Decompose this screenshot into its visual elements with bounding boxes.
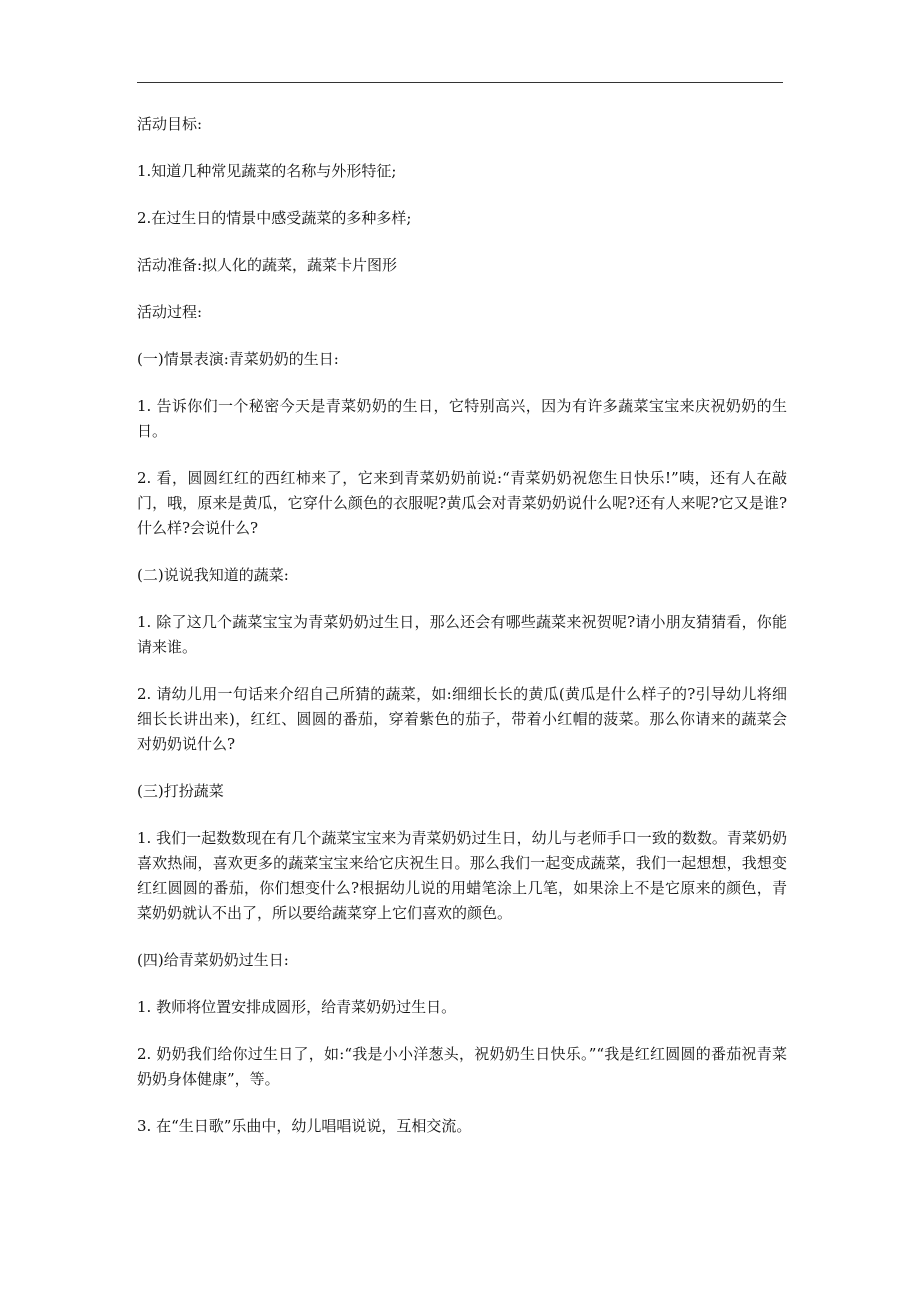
- section-1-heading: (一)情景表演:青菜奶奶的生日:: [137, 350, 339, 368]
- header-rule: [137, 82, 783, 83]
- section-3-heading: (三)打扮蔬菜: [137, 782, 224, 800]
- goals-heading: 活动目标:: [137, 115, 203, 133]
- preparation-line: 活动准备:拟人化的蔬菜，蔬菜卡片图形: [137, 256, 398, 274]
- section-4-heading: (四)给青菜奶奶过生日:: [137, 951, 289, 969]
- section-4-step-3: 3. 在“生日歌”乐曲中，幼儿唱唱说说，互相交流。: [137, 1117, 472, 1135]
- section-4-step-2: 2. 奶奶我们给你过生日了，如:“我是小小洋葱头，祝奶奶生日快乐。”“我是红红圆圆的番茄祝青菜奶奶身体健康”，等。: [137, 1045, 787, 1088]
- section-1-step-2: 2. 看，圆圆红红的西红柿来了，它来到青菜奶奶前说:“青菜奶奶祝您生日快乐!”咦，还有人在敲门，哦，原来是黄瓜，它穿什么颜色的衣服呢?黄瓜会对青菜奶奶说什么呢?还有人来呢?它又是谁?什么样?会说什么?: [137, 469, 787, 537]
- goal-item-1: 1.知道几种常见蔬菜的名称与外形特征;: [137, 162, 397, 180]
- goal-item-2: 2.在过生日的情景中感受蔬菜的多种多样;: [137, 209, 412, 227]
- section-1-step-1: 1. 告诉你们一个秘密今天是青菜奶奶的生日，它特别高兴，因为有许多蔬菜宝宝来庆祝奶奶的生日。: [137, 397, 787, 440]
- document-body: [137, 112, 787, 1161]
- section-2-step-1: 1. 除了这几个蔬菜宝宝为青菜奶奶过生日，那么还会有哪些蔬菜来祝贺呢?请小朋友猜猜看，你能请来谁。: [137, 613, 787, 656]
- section-4-step-1: 1. 教师将位置安排成圆形，给青菜奶奶过生日。: [137, 998, 457, 1016]
- section-2-step-2: 2. 请幼儿用一句话来介绍自己所猜的蔬菜，如:细细长长的黄瓜(黄瓜是什么样子的?引导幼儿将细细长长讲出来)，红红、圆圆的番茄，穿着紫色的茄子，带着小红帽的菠菜。那么你请来的蔬菜会对奶奶说什么?: [137, 685, 787, 753]
- process-heading: 活动过程:: [137, 303, 203, 321]
- section-2-heading: (二)说说我知道的蔬菜:: [137, 566, 289, 584]
- section-3-step-1: 1. 我们一起数数现在有几个蔬菜宝宝来为青菜奶奶过生日，幼儿与老师手口一致的数数。青菜奶奶喜欢热闹，喜欢更多的蔬菜宝宝来给它庆祝生日。那么我们一起变成蔬菜，我们一起想想，我想变 红红圆圆的番茄，你们想变什么?根据幼儿说的用蜡笔涂上几笔，如果涂上不是它原来的颜色，青菜奶奶就认不出了，所以要给蔬菜穿上它们喜欢的颜色。: [137, 829, 787, 922]
